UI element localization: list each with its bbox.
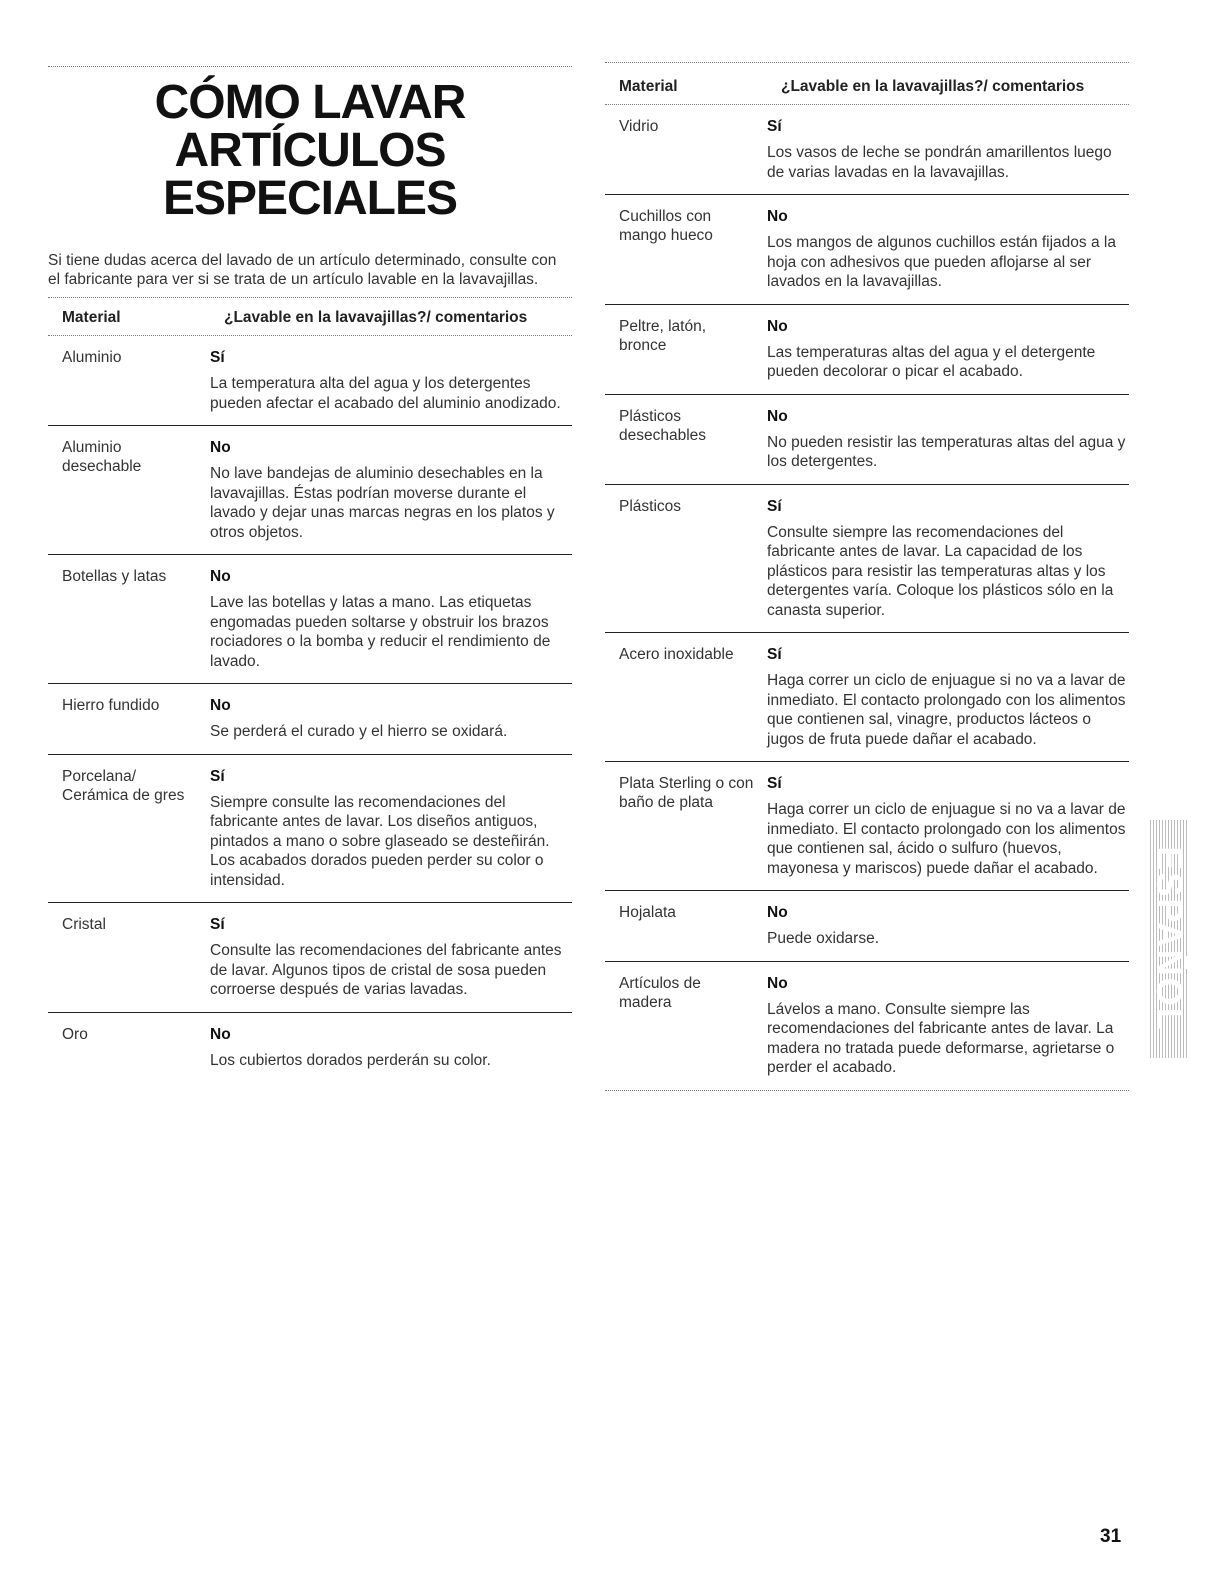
table-row: [605, 195, 1129, 305]
comment-text: Las temperaturas altas del agua y el detergente pueden decolorar o picar el acabado.: [767, 343, 1096, 380]
comment-text: Los vasos de leche se pondrán amarillentos luego de varias lavadas en la lavavajillas.: [767, 144, 1112, 181]
material-cell: Cuchillos con mango hueco: [619, 208, 713, 244]
dishwasher-safe-answer: Sí: [210, 349, 225, 366]
material-cell: Aluminio: [62, 349, 122, 366]
table-row: [48, 684, 572, 755]
material-cell: Plásticos: [619, 497, 682, 515]
dishwasher-safe-answer: No: [210, 439, 231, 456]
material-cell: Aluminio desechable: [62, 439, 142, 475]
table-row: [605, 962, 1129, 1091]
material-cell: Acero inoxidable: [619, 646, 734, 663]
dishwasher-safe-answer: No: [210, 1025, 231, 1043]
dishwasher-safe-answer: Sí: [767, 775, 782, 792]
table-row: [605, 891, 1129, 962]
material-cell: Hierro fundido: [62, 697, 160, 714]
comments-header: ¿Lavable en la lavavajillas?/ comentarios: [781, 78, 1085, 95]
material-cell: Porcelana/ Cerámica de gres: [62, 767, 185, 804]
comment-text: Los mangos de algunos cuchillos están fijados a la hoja con adhesivos que pueden aflojarse al ser lavados en la lavavajillas.: [767, 234, 1116, 290]
material-header: Material: [62, 309, 121, 326]
material-cell: Artículos de madera: [619, 974, 701, 1011]
table-header: [48, 298, 572, 336]
table-row: [48, 555, 572, 684]
left-table-body: [48, 336, 572, 1082]
comment-text: Se perderá el curado y el hierro se oxidará.: [210, 723, 508, 740]
material-cell: Botellas y latas: [62, 568, 167, 585]
comment-text: Lávelos a mano. Consulte siempre las recomendaciones del fabricante antes de lavar. La madera no tratada puede deformarse, agrietarse o perder el acabado.: [767, 1000, 1115, 1076]
comments-header: ¿Lavable en la lavavajillas?/ comentarios: [224, 309, 528, 326]
table-row: [605, 633, 1129, 762]
material-cell: Plásticos desechables: [619, 407, 707, 444]
comment-cell: [767, 117, 1129, 182]
page-number: 31: [1100, 1526, 1122, 1547]
right-column: [605, 62, 1129, 1091]
dishwasher-safe-answer: No: [767, 974, 788, 992]
right-table-body: [605, 105, 1129, 1091]
dishwasher-safe-answer: No: [210, 568, 231, 585]
title-line: CÓMO LAVAR: [154, 76, 466, 129]
dishwasher-safe-answer: No: [767, 208, 788, 225]
dishwasher-safe-answer: Sí: [767, 497, 782, 515]
comment-cell: [767, 407, 1129, 472]
dishwasher-safe-answer: No: [767, 407, 788, 425]
comment-text: La temperatura alta del agua y los detergentes pueden afectar el acabado del aluminio anodizado.: [210, 375, 561, 412]
comment-cell: [210, 767, 572, 891]
table-row: [605, 395, 1129, 485]
comment-text: Puede oxidarse.: [767, 930, 880, 947]
table-row: [605, 105, 1129, 195]
dishwasher-safe-answer: Sí: [210, 916, 225, 933]
table-row: [48, 903, 572, 1013]
dishwasher-safe-answer: Sí: [210, 767, 225, 785]
table-row: [48, 1013, 572, 1083]
comment-text: Lave las botellas y latas a mano. Las etiquetas engomadas pueden soltarse y obstruir los brazos rociadores o la bomba y reducir el rendimiento de lavado.: [210, 594, 551, 670]
title-line: ESPECIALES: [162, 172, 458, 225]
comment-text: Siempre consulte las recomendaciones del fabricante antes de lavar. Los diseños antiguos, pintados a mano o sobre glaseado se desteñirán. Los acabados dorados pueden perder su color o intensidad.: [210, 793, 550, 889]
material-cell: Cristal: [62, 916, 106, 933]
dishwasher-safe-answer: No: [767, 317, 788, 335]
table-row: [48, 336, 572, 426]
material-cell: Plata Sterling o con baño de plata: [619, 775, 754, 811]
dishwasher-safe-answer: No: [210, 697, 231, 714]
table-row: [605, 485, 1129, 634]
comment-cell: [767, 645, 1129, 749]
comment-text: Los cubiertos dorados perderán su color.: [210, 1051, 491, 1069]
comment-cell: [767, 317, 1129, 382]
comment-cell: [767, 903, 1129, 949]
side-tab-label: ESPAÑOL: [1149, 846, 1190, 1032]
comment-cell: [767, 774, 1129, 878]
material-cell: Oro: [62, 1025, 88, 1043]
comment-cell: [210, 567, 572, 671]
intro-paragraph: Si tiene dudas acerca del lavado de un artículo determinado, consulte con el fabricante para ver si se trata de un artículo lavable en la lavavajillas.: [48, 252, 557, 288]
material-cell: Vidrio: [619, 118, 659, 135]
comment-text: No lave bandejas de aluminio desechables en la lavavajillas. Éstas podrían moverse durante el lavado y dejar unas marcas negras en los platos y otros objetos.: [210, 465, 555, 541]
comment-text: Haga correr un ciclo de enjuague si no va a lavar de inmediato. El contacto prolongado con los alimentos que contienen sal, vinagre, productos lácteos o jugos de fruta puede dañar el acabado.: [767, 672, 1126, 748]
material-cell: Hojalata: [619, 904, 676, 921]
table-row: [48, 426, 572, 555]
comment-cell: [210, 696, 572, 742]
dishwasher-safe-answer: Sí: [767, 118, 782, 135]
table-header: [605, 63, 1129, 105]
comment-cell: [210, 1025, 572, 1071]
language-side-tab: [1150, 820, 1188, 1058]
dishwasher-safe-answer: Sí: [767, 646, 782, 663]
comment-cell: [210, 438, 572, 542]
title-line: ARTÍCULOS: [174, 124, 446, 177]
comment-text: Consulte las recomendaciones del fabricante antes de lavar. Algunos tipos de cristal de sosa pueden corroerse después de varias lavadas.: [210, 942, 562, 998]
table-row: [605, 762, 1129, 891]
comment-cell: [767, 497, 1129, 621]
comment-text: Consulte siempre las recomendaciones del fabricante antes de lavar. La capacidad de los plásticos para resistir las temperaturas altas y los detergentes varía. Coloque los plásticos sólo en la canasta superior.: [767, 523, 1114, 619]
comment-text: No pueden resistir las temperaturas altas del agua y los detergentes.: [767, 433, 1126, 470]
page-title: [48, 67, 572, 223]
comment-text: Haga correr un ciclo de enjuague si no va a lavar de inmediato. El contacto prolongado con los alimentos que contienen sal, ácido o sulfuro (huevos, mayonesa y mariscos) puede dañar el acabado.: [767, 801, 1126, 877]
material-header: Material: [619, 78, 678, 95]
comment-cell: [210, 915, 572, 1000]
table-row: [48, 755, 572, 904]
comment-cell: [767, 974, 1129, 1078]
dishwasher-safe-answer: No: [767, 904, 788, 921]
table-row: [605, 305, 1129, 395]
comment-cell: [767, 207, 1129, 292]
left-column: [48, 66, 572, 1082]
material-cell: Peltre, latón, bronce: [619, 317, 707, 354]
comment-cell: [210, 348, 572, 413]
